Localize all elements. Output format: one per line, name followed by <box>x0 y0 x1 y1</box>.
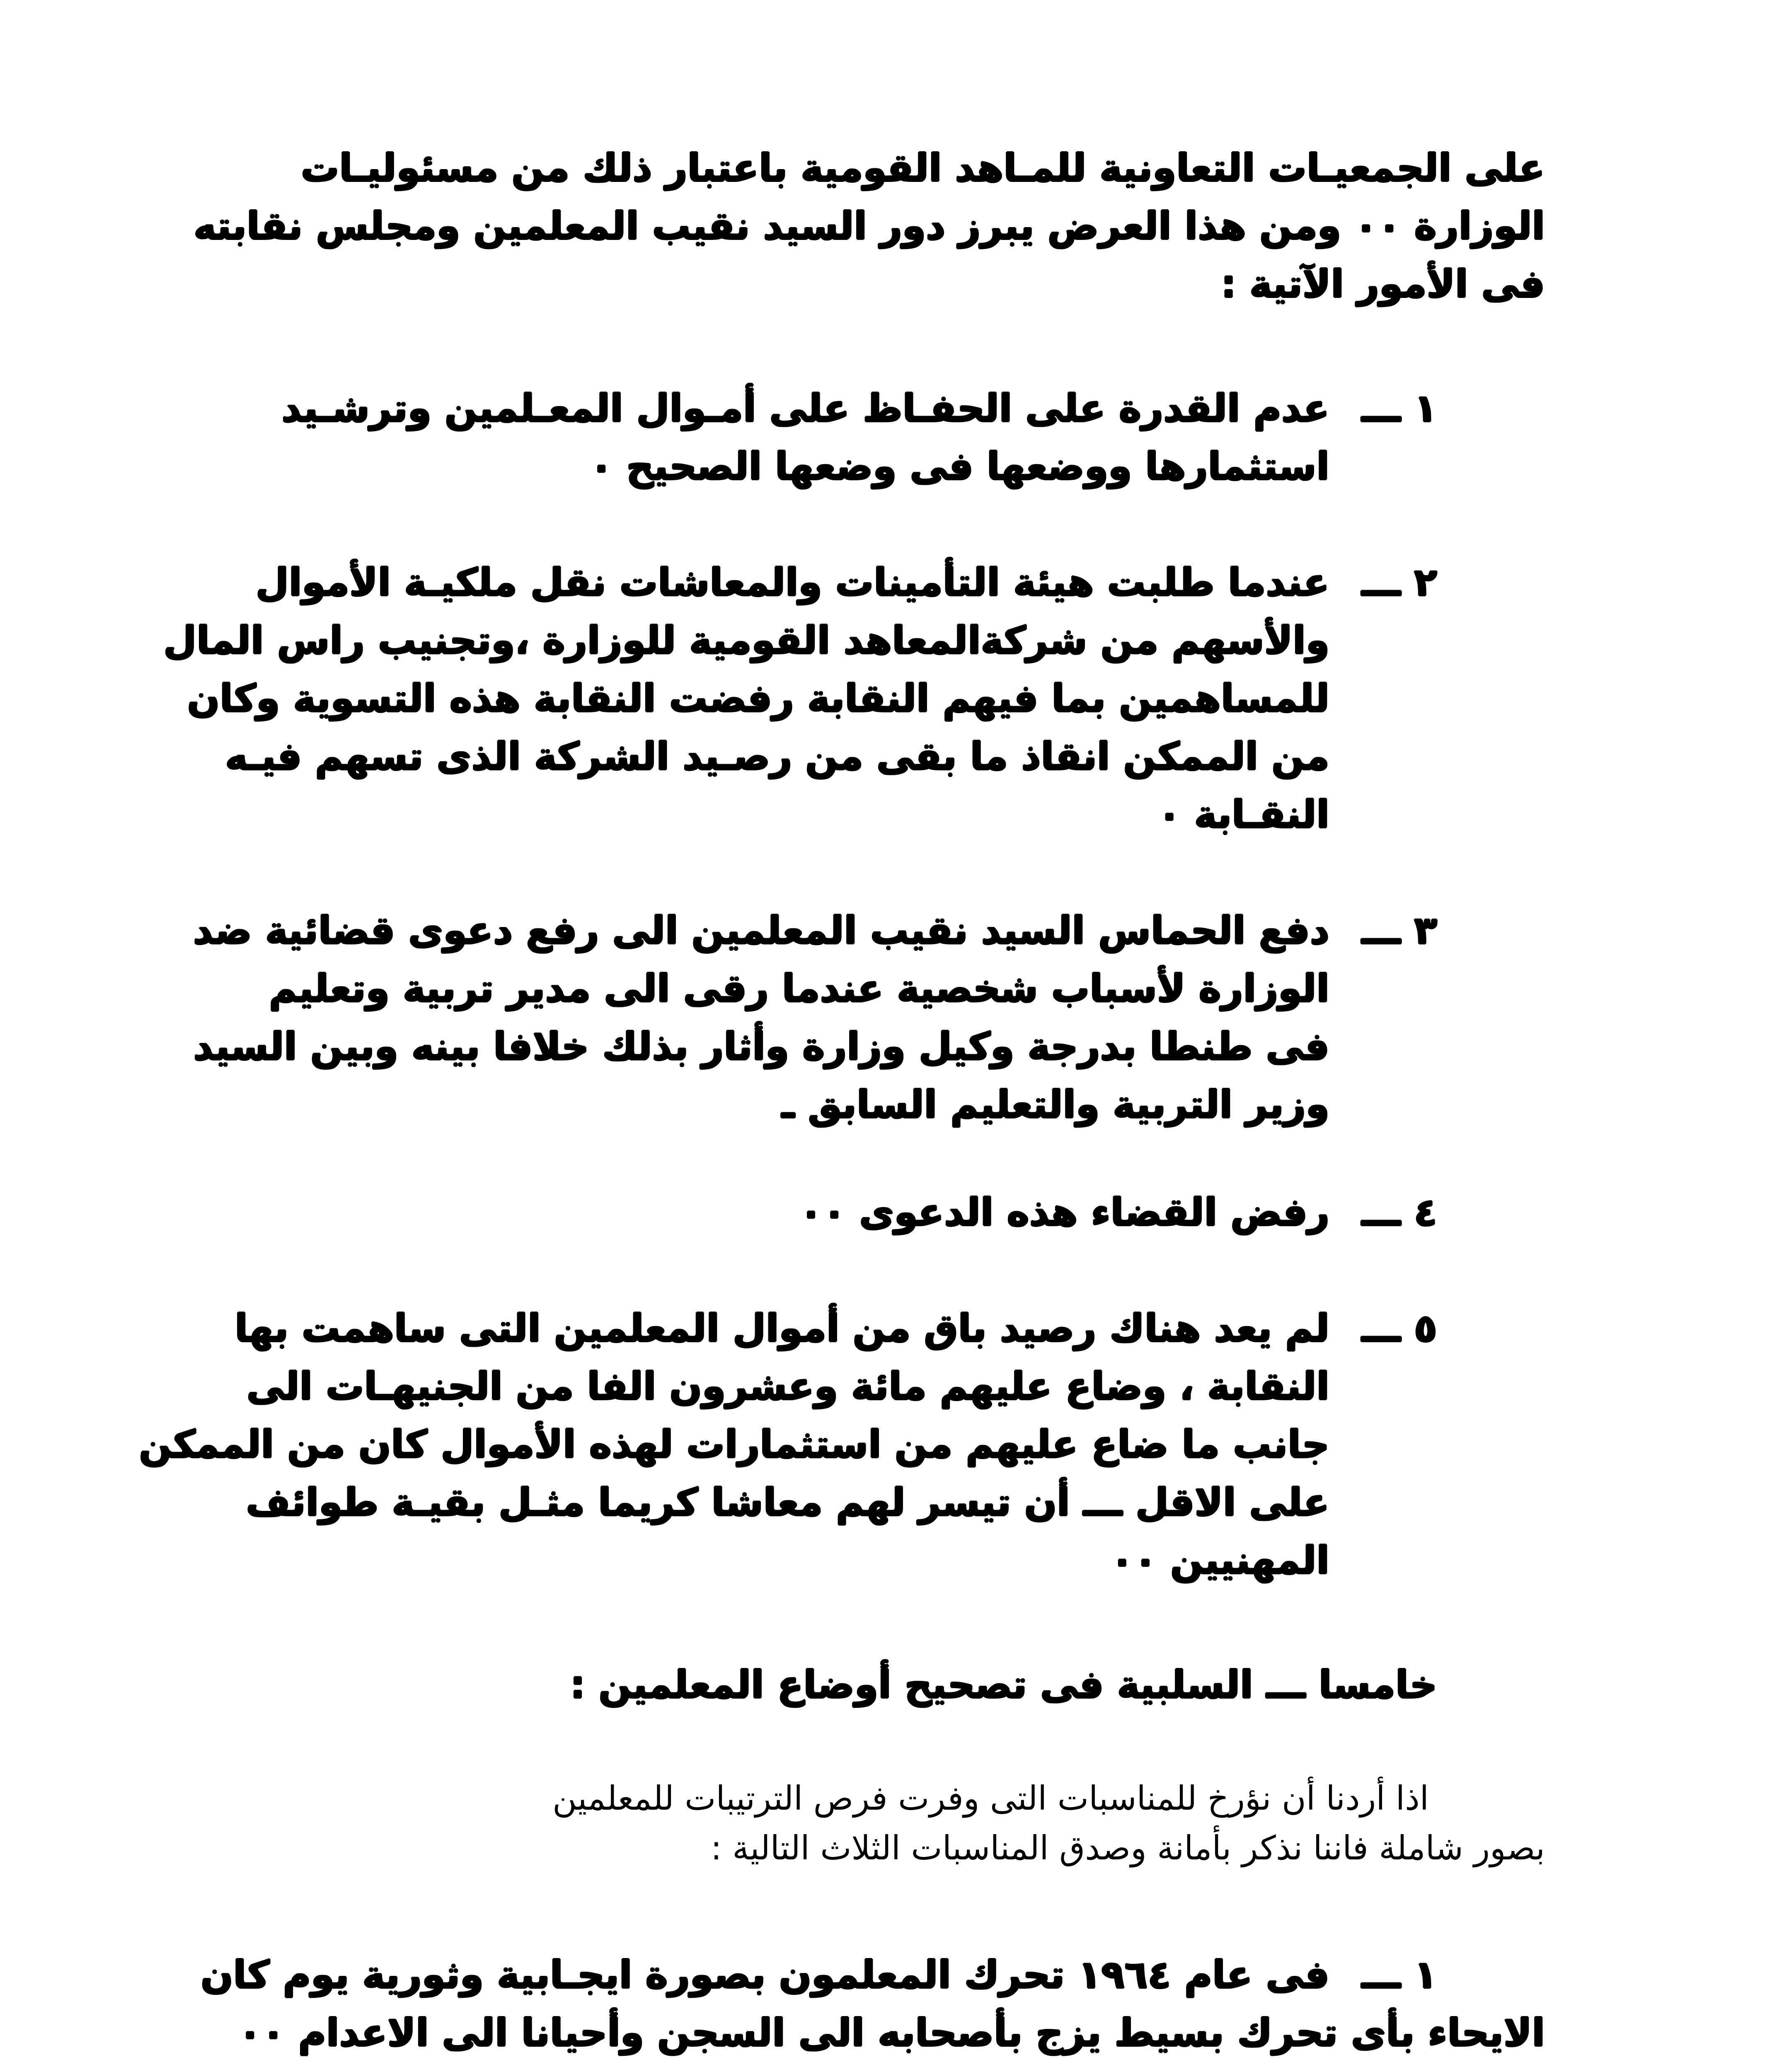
item-5-line-5: المهنيين ٠٠ <box>1110 1538 1329 1583</box>
section-item-1-number: ١ ـــ <box>1361 1953 1437 1997</box>
item-3-line-4: وزير التربية والتعليم السابق ـ <box>782 1082 1329 1127</box>
item-1-line-2: استثمارها ووضعها فى وضعها الصحيح ٠ <box>590 444 1329 489</box>
intro-line-1: على الجمعيـات التعاونية للمـاهد القومية باعتبار ذلك من مسئوليـات <box>301 146 1545 190</box>
item-4-line-1: رفض القضاء هذه الدعوى ٠٠ <box>799 1190 1329 1234</box>
section-item-1-line-2: الايحاء بأى تحرك بسيط يزج بأصحابه الى السجن وأحيانا الى الاعدام ٠٠ <box>238 2011 1545 2055</box>
item-3-line-3: فى طنطا بدرجة وكيل وزارة وأثار بذلك خلافا بينه وبين السيد <box>193 1024 1329 1069</box>
item-3-line-1: دفع الحماس السيد نقيب المعلمين الى رفع دعوى قضائية ضد <box>193 908 1329 953</box>
item-2-line-3: للمساهمين بما فيهم النقابة رفضت النقابة هذه التسوية وكان <box>187 676 1329 721</box>
item-1-line-1: عدم القدرة على الحفـاظ على أمـوال المعـلمين وترشـيد <box>281 386 1329 431</box>
item-5-line-1: لم يعد هناك رصيد باق من أموال المعلمين التى ساهمت بها <box>235 1306 1329 1351</box>
item-2-line-5: النقـابة ٠ <box>1157 792 1329 837</box>
item-5-line-3: جانب ما ضاع عليهم من استثمارات لهذه الأموال كان من الممكن <box>139 1422 1329 1467</box>
item-3-number: ٣ ـــ <box>1361 908 1437 953</box>
section-item-1-line-1: فى عام ١٩٦٤ تحرك المعلمون بصورة ايجـابية وثورية يوم كان <box>201 1953 1329 1997</box>
section-intro-line-1: اذا أردنا أن نؤرخ للمناسبات التى وفرت فرص الترتيبات للمعلمين <box>552 1779 1429 1818</box>
item-1-number: ١ ـــ <box>1361 386 1437 431</box>
item-5-number: ٥ ـــ <box>1361 1306 1437 1351</box>
item-4-number: ٤ ـــ <box>1361 1190 1437 1234</box>
section-heading: خامسا ـــ السلبية فى تصحيح أوضاع المعلمين : <box>570 1663 1437 1707</box>
item-2-line-2: والأسهم من شركةالمعاهد القومية للوزارة ،وتجنيب راس المال <box>163 618 1329 663</box>
item-2-line-1: عندما طلبت هيئة التأمينات والمعاشات نقل ملكيـة الأموال <box>256 560 1329 605</box>
intro-line-2: الوزارة ٠٠ ومن هذا العرض يبرز دور السيد نقيب المعلمين ومجلس نقابته <box>194 204 1545 248</box>
item-3-line-2: الوزارة لأسباب شخصية عندما رقى الى مدير تربية وتعليم <box>269 966 1329 1011</box>
intro-line-3: فى الأمور الآتية : <box>1221 262 1545 306</box>
item-2-line-4: من الممكن انقاذ ما بقى من رصـيد الشركة الذى تسهم فيـه <box>225 734 1329 779</box>
item-2-number: ٢ ـــ <box>1361 560 1437 605</box>
item-5-line-2: النقابة ، وضاع عليهم مائة وعشرون الفا من الجنيهـات الى <box>246 1364 1329 1409</box>
section-intro-line-2: بصور شاملة فاننا نذكر بأمانة وصدق المناسبات الثلاث التالية : <box>710 1829 1545 1867</box>
item-5-line-4: على الاقل ـــ أن تيسر لهم معاشا كريما مثـل بقيـة طوائف <box>246 1480 1329 1525</box>
